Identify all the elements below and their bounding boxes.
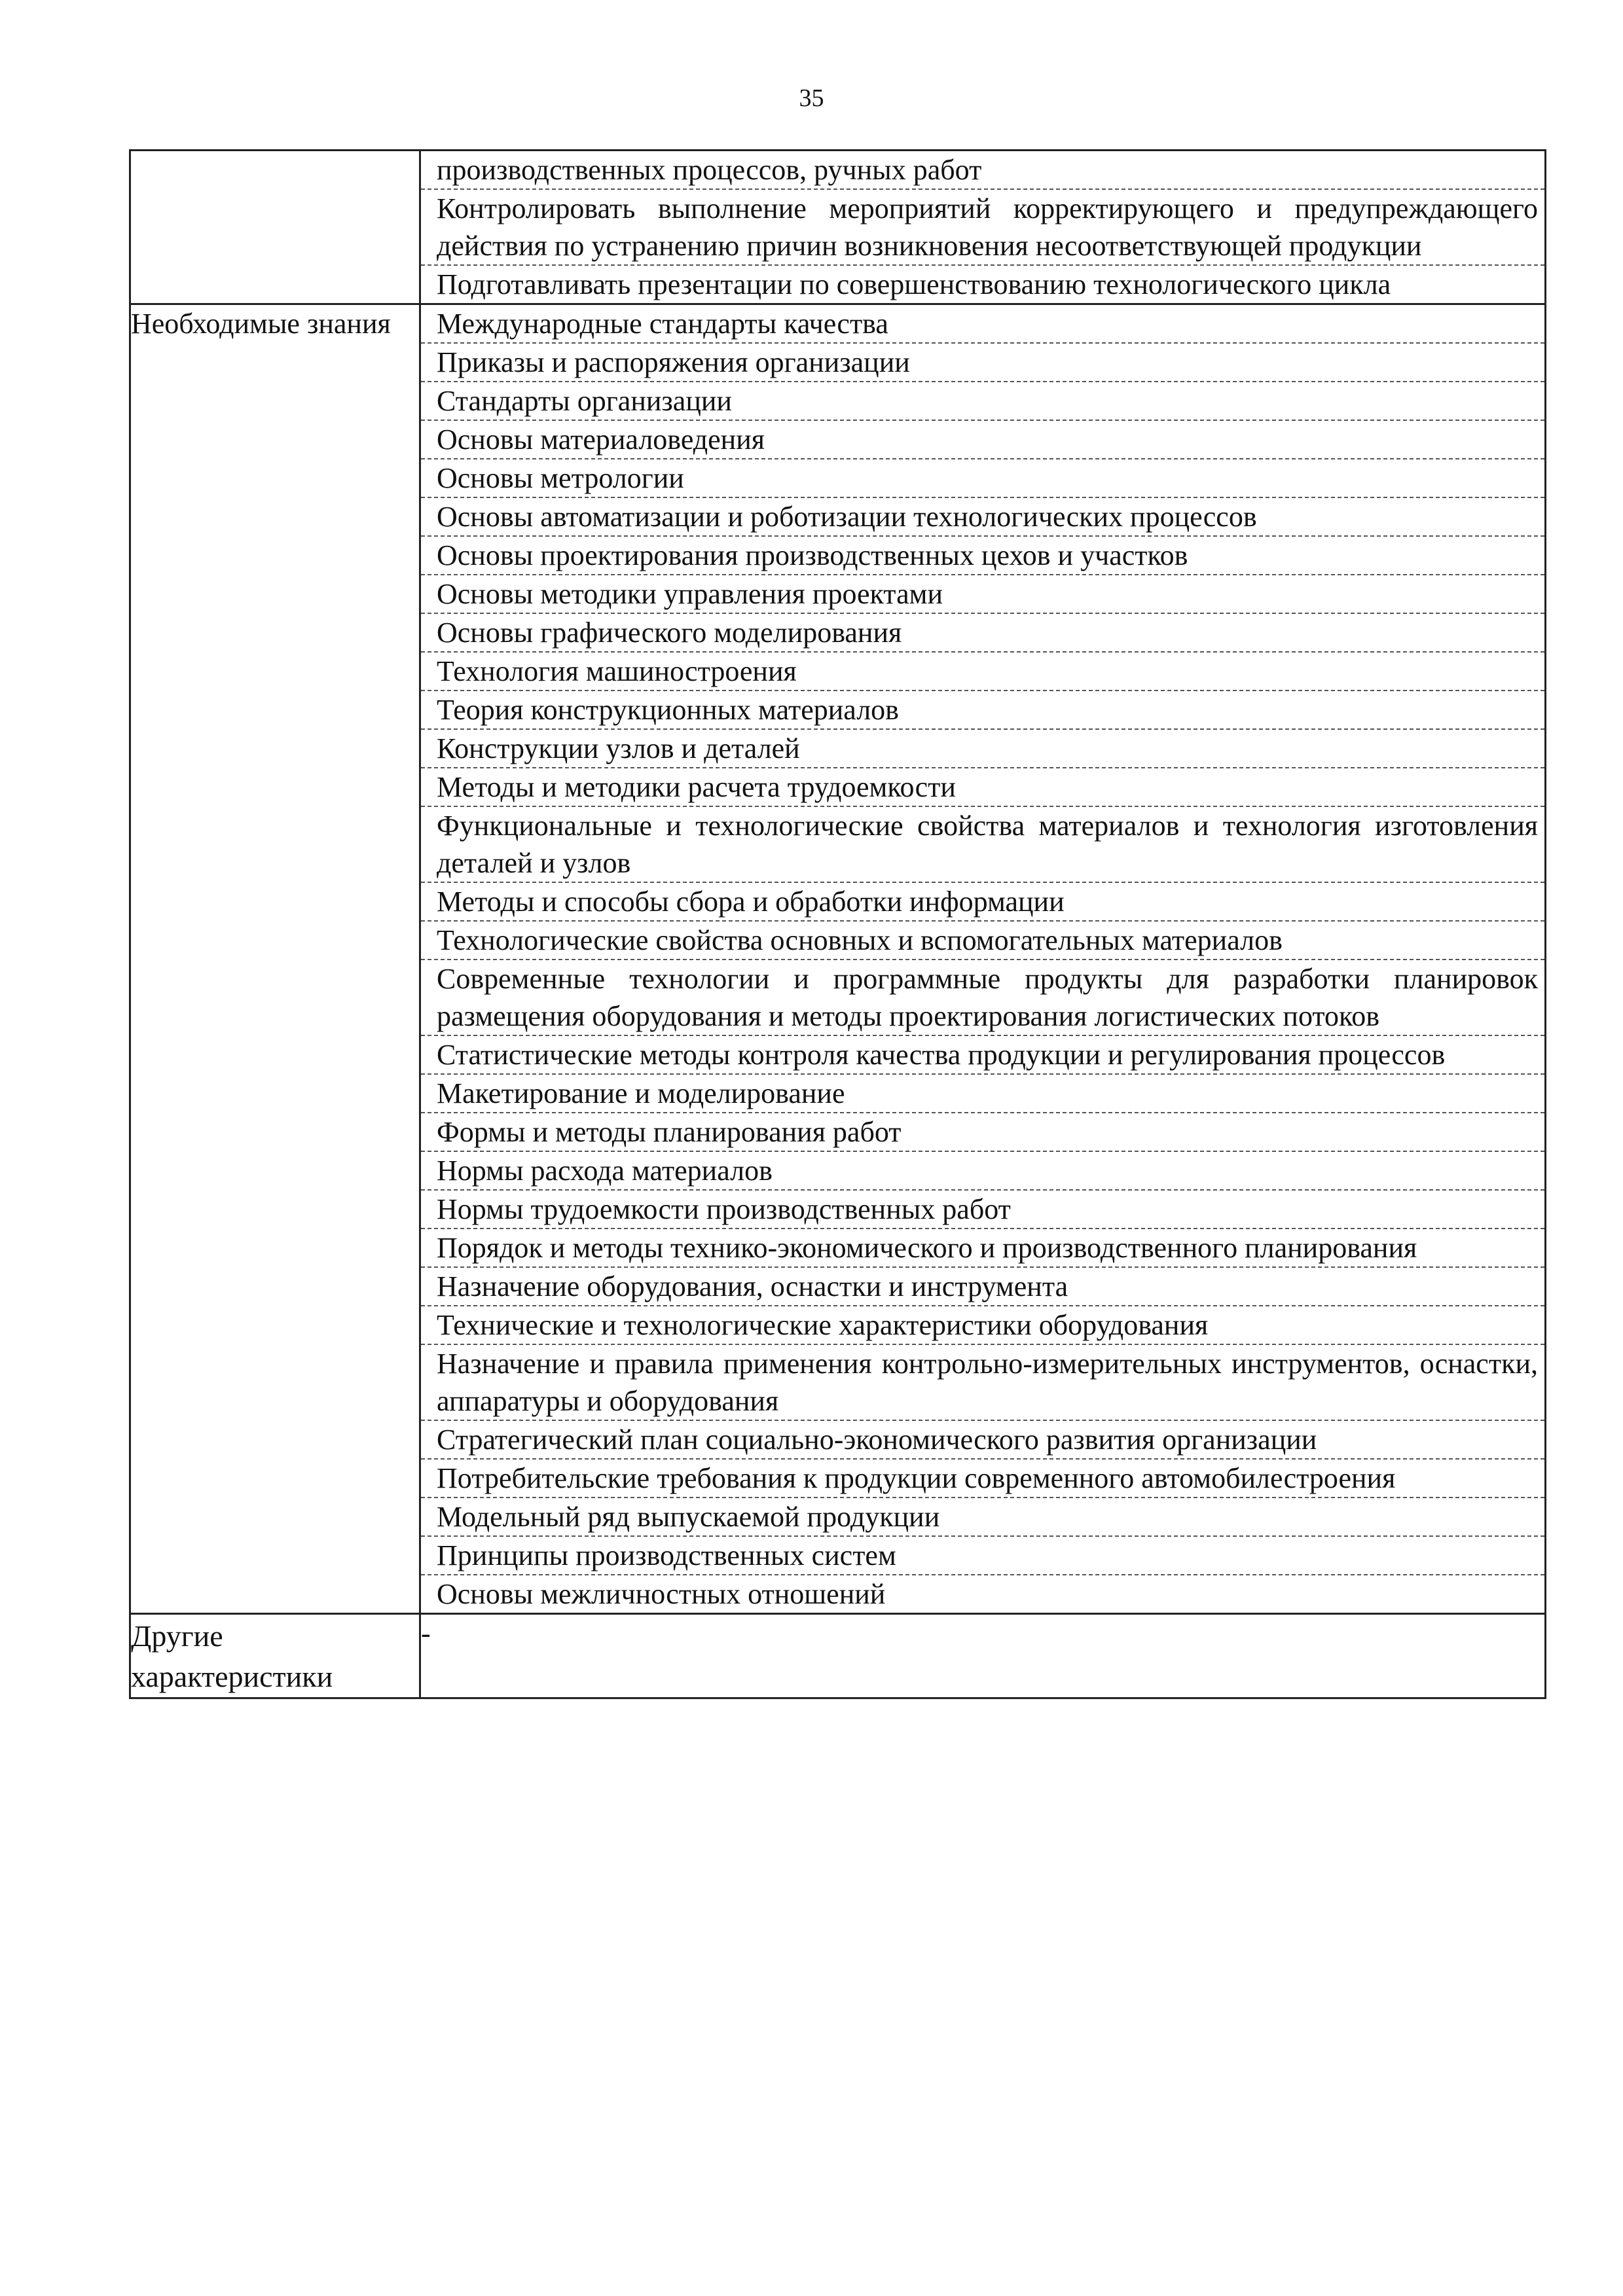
- knowledge-label: Необходимые знания: [130, 304, 420, 1614]
- list-item: Статистические методы контроля качества продукции и регулирования процессов: [421, 1036, 1544, 1075]
- characteristics-table: [129, 149, 1546, 1699]
- list-item: Подготавливать презентации по совершенствованию технологического цикла: [437, 268, 1391, 300]
- list-item: Нормы трудоемкости производственных работ: [421, 1191, 1544, 1229]
- page-number: 35: [799, 84, 824, 112]
- list-item: Технология машиностроения: [421, 653, 1544, 691]
- list-item: Контролировать выполнение мероприятий корректирующего и предупреждающего действия по устранению причин возникновения несоответствующей продукции: [421, 190, 1544, 266]
- list-item: Стандарты организации: [421, 382, 1544, 421]
- list-item: Технологические свойства основных и вспомогательных материалов: [421, 922, 1544, 960]
- list-item: Технические и технологические характеристики оборудования: [421, 1306, 1544, 1345]
- list-item: Потребительские требования к продукции современного автомобилестроения: [421, 1460, 1544, 1498]
- list-item: Нормы расхода материалов: [421, 1152, 1544, 1191]
- list-item: Основы проектирования производственных цехов и участков: [421, 537, 1544, 575]
- other-row: [130, 1614, 1546, 1698]
- knowledge-row: [130, 304, 1546, 1614]
- list-item: Основы графического моделирования: [421, 614, 1544, 653]
- list-item: Методы и методики расчета трудоемкости: [421, 768, 1544, 807]
- list-item: Модельный ряд выпускаемой продукции: [421, 1498, 1544, 1537]
- other-label: Другие характеристики: [130, 1614, 420, 1698]
- list-item: Конструкции узлов и деталей: [421, 730, 1544, 768]
- list-item: Методы и способы сбора и обработки информации: [421, 883, 1544, 922]
- list-item: Современные технологии и программные продукты для разработки планировок размещения оборудования и методы проектирования логистических потоков: [421, 960, 1544, 1036]
- skills-list: [420, 151, 1546, 304]
- list-item: Международные стандарты качества: [421, 305, 1544, 344]
- skills-label-cell: [130, 151, 420, 304]
- list-item: Назначение и правила применения контрольно-измерительных инструментов, оснастки, аппаратуры и оборудования: [421, 1345, 1544, 1421]
- list-item: Основы межличностных отношений: [437, 1578, 886, 1610]
- other-value: -: [420, 1614, 1546, 1698]
- list-item: Макетирование и моделирование: [421, 1075, 1544, 1113]
- list-item: Основы метрологии: [421, 459, 1544, 498]
- list-item: Теория конструкционных материалов: [421, 691, 1544, 730]
- list-item: Стратегический план социально-экономического развития организации: [421, 1421, 1544, 1460]
- list-item: Формы и методы планирования работ: [421, 1113, 1544, 1152]
- knowledge-list: [420, 304, 1546, 1614]
- list-item: Функциональные и технологические свойства материалов и технология изготовления деталей и узлов: [421, 807, 1544, 883]
- list-item: Порядок и методы технико-экономического и производственного планирования: [421, 1229, 1544, 1268]
- list-item: Назначение оборудования, оснастки и инструмента: [421, 1268, 1544, 1306]
- list-item: Приказы и распоряжения организации: [421, 344, 1544, 382]
- list-item: Принципы производственных систем: [421, 1537, 1544, 1575]
- skills-row: [130, 151, 1546, 304]
- list-item: производственных процессов, ручных работ: [421, 151, 1544, 190]
- list-item: Основы материаловедения: [421, 421, 1544, 459]
- list-item: Основы автоматизации и роботизации технологических процессов: [421, 498, 1544, 537]
- list-item: Основы методики управления проектами: [421, 575, 1544, 614]
